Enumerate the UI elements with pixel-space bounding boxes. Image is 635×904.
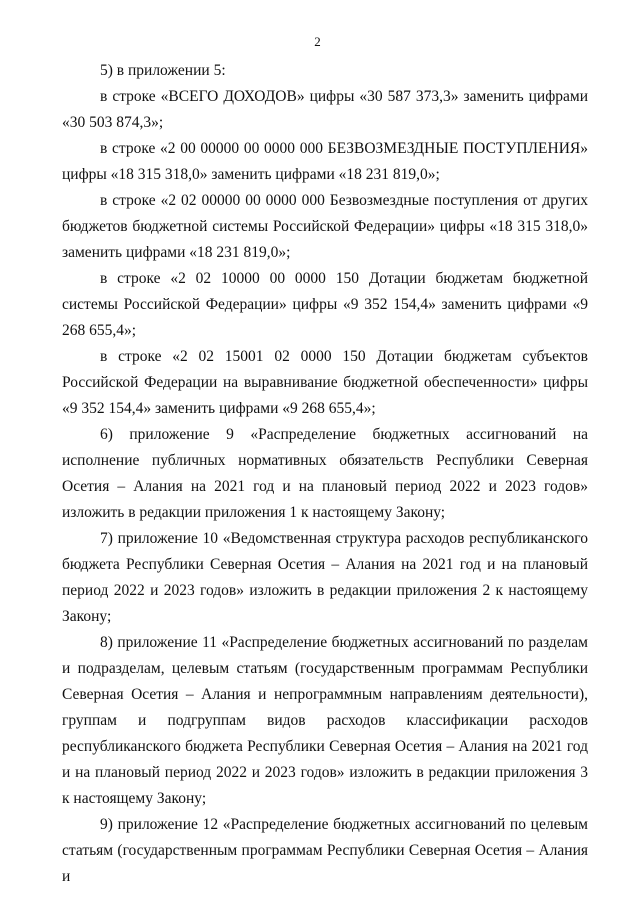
paragraph-subsidies-budget-system: в строке «2 02 10000 00 0000 150 Дотации бюджетам бюджетной системы Российской Федерации» цифры «9 352 154,4» заменить цифрами «9 268 655,4»; — [62, 270, 588, 339]
paragraph-item-8: 8) приложение 11 «Распределение бюджетных ассигнований по разделам и подразделам, целевым статьям (государственным программам Республики Северная Осетия – Алания и непрограммным направлениям деятельности), группам и подгруппам видов расходов классификации расходов республиканского бюджета Республики Северная Осетия – Алания на 2021 год и на плановый период 2022 и 2023 годов» изложить в редакции приложения 3 к настоящему Закону; — [62, 634, 588, 807]
paragraph-item-5: 5) в приложении 5: — [100, 62, 226, 79]
document-body — [62, 58, 588, 890]
paragraph-other-budgets: в строке «2 02 00000 00 0000 000 Безвозмездные поступления от других бюджетов бюджетной системы Российской Федерации» цифры «18 315 318,0» заменить цифрами «18 231 819,0»; — [62, 192, 588, 261]
paragraph-item-7: 7) приложение 10 «Ведомственная структура расходов республиканского бюджета Республики Северная Осетия – Алания на 2021 год и на плановый период 2022 и 2023 годов» изложить в редакции приложения 2 к настоящему Закону; — [62, 530, 588, 625]
paragraph-item-6: 6) приложение 9 «Распределение бюджетных ассигнований на исполнение публичных нормативных обязательств Республики Северная Осетия – Алания на 2021 год и на плановый период 2022 и 2023 годов» изложить в редакции приложения 1 к настоящему Закону; — [62, 426, 588, 521]
paragraph-subsidies-equalization: в строке «2 02 15001 02 0000 150 Дотации бюджетам субъектов Российской Федерации на выравнивание бюджетной обеспеченности» цифры «9 352 154,4» заменить цифрами «9 268 655,4»; — [62, 348, 588, 417]
paragraph-gratuitous-receipts: в строке «2 00 00000 00 0000 000 БЕЗВОЗМЕЗДНЫЕ ПОСТУПЛЕНИЯ» цифры «18 315 318,0» заменить цифрами «18 231 819,0»; — [62, 140, 588, 183]
page-number: 2 — [314, 34, 321, 49]
paragraph-total-revenue: в строке «ВСЕГО ДОХОДОВ» цифры «30 587 373,3» заменить цифрами «30 503 874,3»; — [62, 88, 588, 131]
paragraph-item-9: 9) приложение 12 «Распределение бюджетных ассигнований по целевым статьям (государственным программам Республики Северная Осетия – Алания и — [62, 816, 588, 885]
